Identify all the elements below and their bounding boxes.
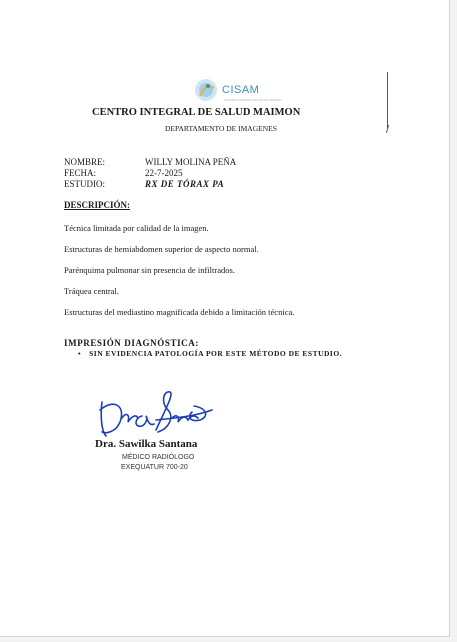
date-label: FECHA: [64,168,97,178]
description-line: Estructuras de hemiabdomen superior de aspecto normal. [64,244,259,254]
vertical-divider [387,72,388,128]
logo-subtext: CENTRO INTEGRAL DE SALUD MAIMON [224,98,282,102]
doctor-title: MÉDICO RADIÓLOGO [122,454,195,461]
study-label: ESTUDIO: [64,179,105,189]
description-heading: DESCRIPCIÓN: [64,200,131,210]
date-value: 22-7-2025 [145,168,183,178]
name-value: WILLY MOLINA PEÑA [145,157,237,167]
doctor-exequatur: EXEQUATUR 700-20 [121,464,188,471]
description-line: Estructuras del mediastino magnificada debido a limitación técnica. [64,307,295,317]
impression-heading: IMPRESIÓN DIAGNÓSTICA: [64,338,199,348]
impression-item-text: SIN EVIDENCIA PATOLOGÍA POR ESTE MÉTODO DE ESTUDIO. [89,349,343,358]
handwritten-signature-icon [96,388,214,440]
name-label: NOMBRE: [64,157,106,167]
center-name: CENTRO INTEGRAL DE SALUD MAIMON [92,107,301,118]
slash-mark: / [386,124,390,136]
description-line: Técnica limitada por calidad de la imagen. [64,223,209,233]
study-value: RX DE TÓRAX PA [145,179,225,189]
bullet-icon: • [78,349,82,358]
description-line: Parénquima pulmonar sin presencia de infiltrados. [64,265,235,275]
logo-text: CISAM [222,84,260,96]
department-name: DEPARTAMENTO DE IMAGENES [165,124,277,133]
impression-item [78,349,342,358]
doctor-name: Dra. Sawilka Santana [95,438,198,450]
description-line: Tráquea central. [64,286,119,296]
